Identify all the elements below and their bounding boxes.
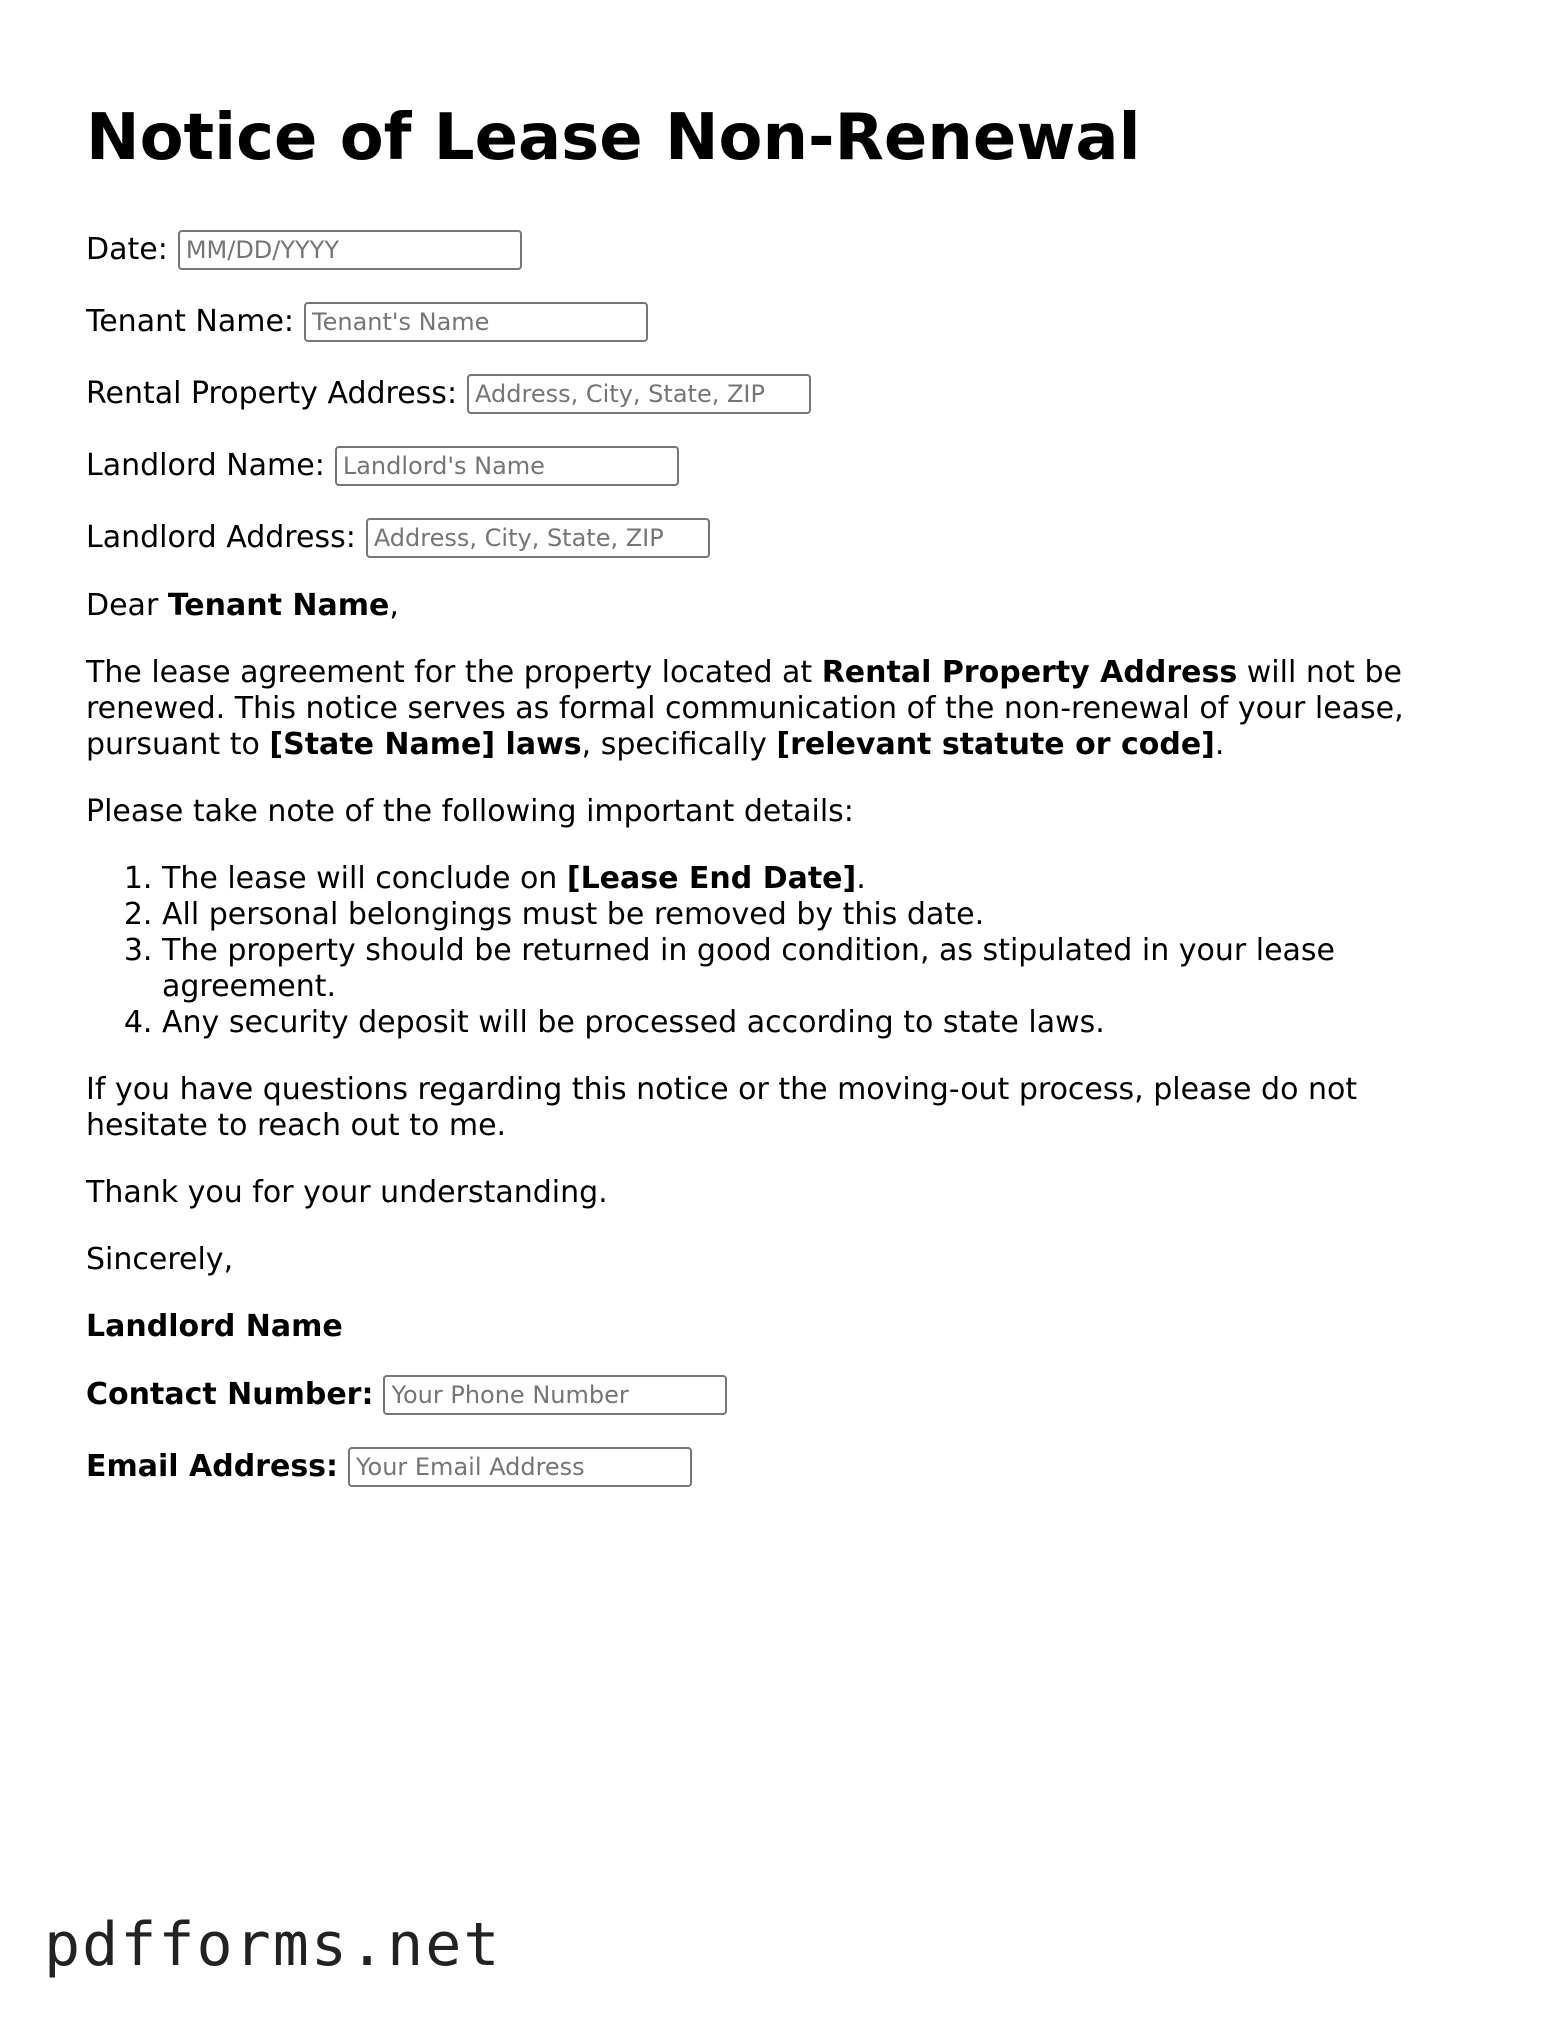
body1-text-3: , specifically bbox=[581, 727, 777, 762]
document-page bbox=[86, 100, 1486, 1487]
thanks-paragraph: Thank you for your understanding. bbox=[86, 1175, 608, 1210]
body1-bold-1: Rental Property Address bbox=[821, 655, 1238, 690]
rental-address-label: Rental Property Address: bbox=[86, 376, 458, 411]
signature-name: Landlord Name bbox=[86, 1309, 343, 1344]
list-item-1-text: The lease will conclude on bbox=[162, 861, 567, 896]
list-item: 4. Any security deposit will be processed according to state laws. bbox=[162, 1005, 1486, 1041]
rental-address-input[interactable] bbox=[467, 374, 811, 414]
body1-bold-3: [relevant statute or code] bbox=[776, 727, 1215, 762]
list-item bbox=[162, 861, 1486, 897]
body-paragraph-1 bbox=[86, 655, 1486, 763]
rental-address-row bbox=[86, 374, 1486, 414]
body1-text-4: . bbox=[1214, 727, 1225, 762]
email-label: Email Address: bbox=[86, 1449, 339, 1484]
document-title: Notice of Lease Non-Renewal bbox=[86, 101, 1141, 175]
landlord-address-label: Landlord Address: bbox=[86, 520, 356, 555]
closing-line: Sincerely, bbox=[86, 1242, 234, 1277]
details-intro: Please take note of the following important details: bbox=[86, 794, 854, 829]
landlord-name-row bbox=[86, 446, 1486, 486]
questions-paragraph: If you have questions regarding this notice or the moving-out process, please do not hesitate to reach out to me. bbox=[86, 1072, 1358, 1143]
email-row bbox=[86, 1447, 1486, 1487]
watermark: pdfforms.net bbox=[44, 1910, 502, 1980]
contact-row bbox=[86, 1375, 1486, 1415]
landlord-name-input[interactable] bbox=[335, 446, 679, 486]
list-item-1-bold: [Lease End Date] bbox=[566, 861, 857, 896]
salutation-prefix: Dear bbox=[86, 588, 168, 623]
body1-bold-2: [State Name] laws bbox=[269, 727, 582, 762]
details-list bbox=[86, 861, 1486, 1041]
landlord-name-label: Landlord Name: bbox=[86, 448, 325, 483]
list-item-1-end: . bbox=[856, 861, 866, 896]
date-label: Date: bbox=[86, 232, 168, 267]
list-item: 2. All personal belongings must be removed by this date. bbox=[162, 897, 1486, 933]
date-row bbox=[86, 230, 1486, 270]
list-item: 3. The property should be returned in good condition, as stipulated in your lease agreement. bbox=[162, 933, 1486, 1005]
landlord-address-row bbox=[86, 518, 1486, 558]
landlord-address-input[interactable] bbox=[366, 518, 710, 558]
contact-number-input[interactable] bbox=[383, 1375, 727, 1415]
salutation-name: Tenant Name bbox=[167, 588, 390, 623]
tenant-name-label: Tenant Name: bbox=[86, 304, 295, 339]
body1-text-1: The lease agreement for the property located at bbox=[86, 655, 822, 690]
tenant-name-row bbox=[86, 302, 1486, 342]
salutation-suffix: , bbox=[389, 588, 399, 623]
email-input[interactable] bbox=[348, 1447, 692, 1487]
salutation bbox=[86, 588, 1486, 624]
body1-text-2: will not be renewed. This notice serves as formal communication of the non-renewal of your lease, pursuant to bbox=[86, 655, 1404, 762]
contact-label: Contact Number: bbox=[86, 1377, 374, 1412]
date-input[interactable] bbox=[178, 230, 522, 270]
tenant-name-input[interactable] bbox=[304, 302, 648, 342]
